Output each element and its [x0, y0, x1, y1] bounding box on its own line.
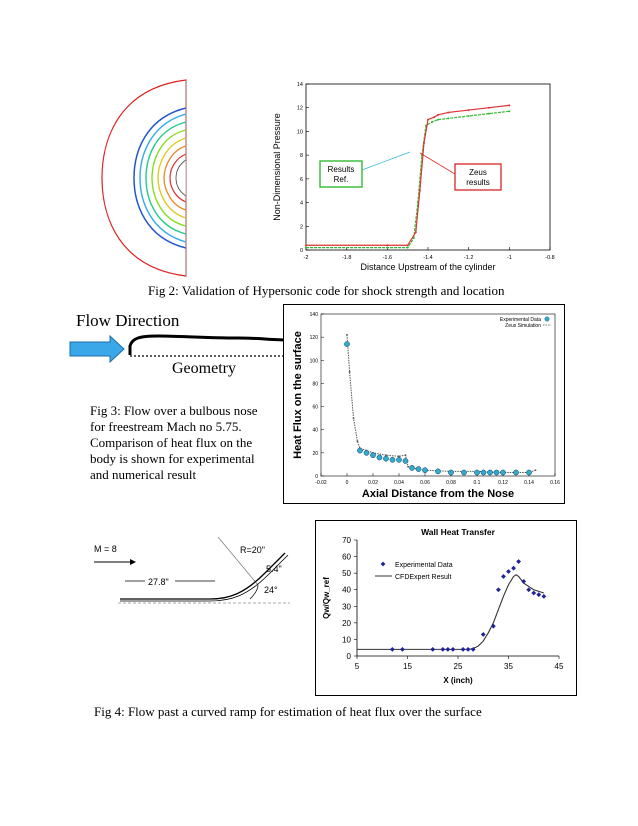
fig2-x-tick-label: -1.8: [341, 255, 352, 261]
fig3-simulation-point: [407, 466, 409, 468]
fig3-legend-label: Experimental Data: [499, 317, 541, 323]
fig3-body-outline: [130, 336, 288, 355]
fig4-height-label: 5.4": [266, 564, 282, 574]
fig2-y-tick-label: 2: [299, 224, 303, 231]
fig4-y-tick-label: 50: [342, 569, 351, 579]
fig3-flow-arrow-icon: [70, 336, 124, 362]
fig3-caption-line: Comparison of heat flux on the: [90, 435, 253, 450]
fig2-data-point: [488, 113, 490, 115]
fig3-legend-label: Zeus Simulation: [505, 323, 541, 329]
fig4-x-tick-label: 45: [554, 662, 564, 671]
fig4-y-axis-label: Qw/Qw_ref: [322, 577, 331, 619]
fig3-y-tick-label: 140: [309, 312, 318, 318]
fig3-x-tick-label: 0.02: [368, 480, 378, 486]
fig3-y-tick-label: 40: [312, 427, 318, 434]
fig4-y-tick-label: 60: [342, 552, 351, 562]
fig2-y-tick-label: 10: [296, 129, 303, 136]
fig4-y-tick-label: 10: [342, 635, 351, 645]
fig3-experimental-point: [513, 470, 518, 475]
fig4-y-tick-label: 0: [346, 652, 351, 661]
fig2-body-outline: [176, 160, 186, 196]
fig3-simulation-point: [405, 454, 407, 456]
fig2-caption: Fig 2: Validation of Hypersonic code for shock strength and location: [148, 283, 505, 298]
fig3-caption-line: body is shown for experimental: [90, 451, 255, 466]
fig3-x-tick-label: 0.14: [524, 480, 534, 486]
fig4-x-tick-label: 5: [354, 662, 360, 671]
fig4-x-tick-label: 25: [453, 662, 463, 671]
fig4-y-tick-label: 40: [342, 585, 351, 595]
fig2-y-tick-label: 0: [299, 248, 303, 254]
fig3-x-axis-label: Axial Distance from the Nose: [361, 488, 515, 500]
fig3-experimental-point: [487, 470, 492, 475]
fig2-data-point: [431, 121, 433, 123]
fig4-chart-title: Wall Heat Transfer: [421, 527, 495, 537]
fig2-data-point: [427, 119, 429, 121]
fig4-y-tick-label: 70: [342, 536, 351, 545]
fig3-experimental-point: [390, 457, 395, 462]
fig2-x-tick-label: -1.4: [423, 255, 433, 261]
fig4-length-label: 27.8": [148, 577, 169, 587]
fig2-data-point: [407, 244, 409, 246]
fig3-experimental-point: [435, 469, 440, 474]
fig2-data-point: [423, 142, 425, 144]
fig2-data-point: [407, 247, 409, 249]
fig3-experimental-point: [474, 470, 479, 475]
fig3-x-tick-label: 0.12: [498, 480, 508, 486]
fig2-annotation-text: results: [466, 178, 490, 187]
fig4-wall-heat-transfer-chart: [315, 520, 577, 696]
fig2-x-tick-label: -1.6: [382, 255, 393, 261]
fig3-y-tick-label: 60: [312, 404, 318, 411]
fig3-y-tick-label: 20: [312, 450, 318, 457]
fig3-y-axis-label: Heat Flux on the surface: [292, 331, 304, 459]
fig2-data-point: [305, 244, 307, 246]
fig3-legend-marker: [545, 317, 549, 321]
fig4-caption: Fig 4: Flow past a curved ramp for estimation of heat flux over the surface: [94, 704, 482, 719]
fig2-data-point: [419, 190, 421, 192]
fig2-data-point: [488, 107, 490, 109]
fig4-flow-arrow-icon: [130, 559, 136, 565]
fig2-data-point: [305, 247, 307, 249]
fig3-y-tick-label: 120: [309, 335, 318, 342]
fig2-x-tick-label: -1.2: [463, 255, 474, 261]
fig4-x-axis-label: X (inch): [443, 676, 473, 685]
fig3-experimental-point: [377, 455, 382, 460]
fig3-experimental-point: [409, 465, 414, 470]
fig2-data-point: [386, 247, 388, 249]
fig2-x-tick-label: -2: [303, 255, 309, 261]
fig4-ramp-diagram: [90, 535, 315, 615]
fig4-x-tick-label: 35: [504, 662, 513, 671]
fig3-experimental-point: [461, 470, 466, 475]
fig3-experimental-point: [422, 468, 427, 473]
fig4-y-tick-label: 30: [342, 602, 351, 612]
fig3-caption-line: Fig 3: Flow over a bulbous nose: [90, 403, 258, 418]
fig2-data-point: [468, 109, 470, 111]
fig3-caption-line: and numerical result: [90, 467, 197, 482]
fig3-experimental-point: [357, 448, 362, 453]
fig3-simulation-point: [349, 371, 351, 373]
fig3-heat-flux-chart: [283, 304, 565, 504]
fig3-y-tick-label: 100: [309, 358, 318, 365]
fig4-legend-label: Experimental Data: [395, 562, 453, 569]
fig3-x-tick-label: 0.08: [446, 480, 456, 486]
fig2-data-point: [447, 111, 449, 113]
fig2-annotation-text: Results: [327, 165, 355, 174]
fig2-outer-boundary: [102, 80, 186, 276]
fig2-annotation-text: Zeus: [469, 168, 487, 177]
fig2-data-point: [447, 117, 449, 119]
fig3-x-tick-label: -0.02: [315, 480, 327, 486]
fig3-caption: [90, 403, 265, 483]
fig3-experimental-point: [364, 450, 369, 455]
fig4-radius-label: R=20": [240, 545, 265, 555]
fig3-experimental-point: [526, 470, 531, 475]
fig2-shock-contour-diagram: [100, 78, 188, 278]
fig3-experimental-point: [383, 456, 388, 461]
fig3-x-tick-label: 0.1: [473, 480, 481, 486]
fig3-simulation-point: [346, 334, 348, 336]
fig3-experimental-point: [494, 470, 499, 475]
fig2-y-tick-label: 12: [296, 105, 303, 112]
fig3-experimental-point: [403, 458, 408, 463]
fig3-y-tick-label: 80: [312, 381, 318, 388]
fig2-data-point: [386, 244, 388, 246]
fig3-experimental-point: [481, 470, 486, 475]
fig2-x-axis-label: Distance Upstream of the cylinder: [360, 262, 496, 272]
fig3-x-tick-label: 0: [345, 480, 349, 486]
fig3-x-tick-label: 0.04: [394, 480, 404, 486]
fig3-experimental-point: [370, 453, 375, 458]
fig3-simulation-point: [357, 440, 359, 442]
fig2-data-point: [415, 231, 417, 233]
fig2-annotation-text: Ref.: [333, 175, 349, 184]
fig2-pressure-chart: [268, 78, 558, 278]
fig4-ramp-surface: [120, 553, 285, 599]
fig2-data-point: [508, 104, 510, 106]
fig3-x-tick-label: 0.16: [550, 480, 560, 486]
fig4-legend-label: CFDExpert Result: [395, 574, 452, 581]
fig3-experimental-point: [448, 470, 453, 475]
fig3-simulation-point: [353, 417, 355, 419]
fig2-annotation-zeus: [455, 164, 501, 190]
fig2-data-point: [433, 116, 435, 118]
fig4-mach-label: M = 8: [94, 544, 117, 554]
fig4-y-tick-label: 20: [342, 618, 351, 628]
fig3-experimental-point: [344, 341, 349, 346]
fig4-x-tick-label: 15: [403, 662, 412, 671]
fig3-experimental-point: [396, 457, 401, 462]
fig3-flow-direction-label: Flow Direction: [76, 311, 180, 330]
fig2-data-point: [508, 110, 510, 112]
fig3-geometry-label: Geometry: [172, 360, 236, 377]
fig4-angle-label: 24°: [264, 585, 278, 595]
fig2-data-point: [437, 119, 439, 121]
fig3-simulation-point: [535, 469, 537, 471]
fig2-y-tick-label: 6: [299, 176, 303, 183]
fig2-y-axis-label: Non-Dimensional Pressure: [272, 113, 282, 221]
fig2-y-tick-label: 14: [296, 82, 303, 88]
fig2-x-tick-label: -1: [506, 255, 512, 261]
fig2-y-tick-label: 4: [299, 200, 303, 207]
fig2-data-point: [437, 114, 439, 116]
fig3-plot-area: [321, 314, 555, 476]
fig2-data-point: [468, 115, 470, 117]
fig3-experimental-point: [416, 466, 421, 471]
fig3-experimental-point: [500, 470, 505, 475]
fig2-x-tick-label: -0.8: [545, 255, 555, 261]
fig3-caption-line: for freestream Mach no 5.75.: [90, 419, 242, 434]
fig2-y-tick-label: 8: [299, 153, 303, 160]
fig3-x-tick-label: 0.06: [420, 480, 430, 486]
fig2-annotation-ref: [320, 161, 362, 187]
fig3-y-tick-label: 0: [315, 474, 318, 480]
